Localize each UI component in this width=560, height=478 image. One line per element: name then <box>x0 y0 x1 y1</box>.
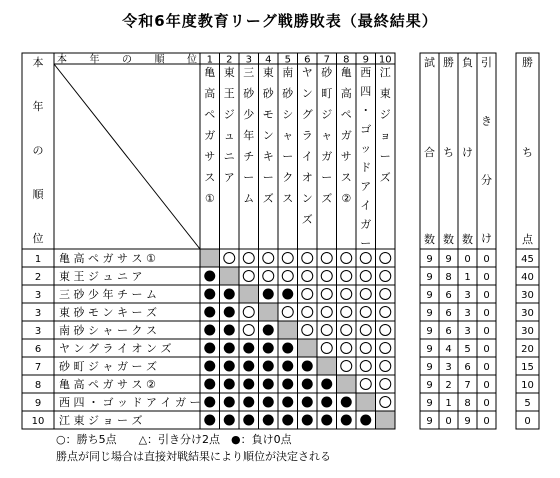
column-team-char: 少 <box>243 108 255 121</box>
points-header-char: ち <box>522 146 533 159</box>
column-team-char: 南 <box>282 66 294 79</box>
row-wins: 6 <box>445 326 452 337</box>
column-team-char: 王 <box>223 87 235 100</box>
loss-mark <box>263 325 274 336</box>
loss-mark <box>204 397 215 408</box>
column-team-char: ジ <box>379 108 391 121</box>
row-games: 9 <box>426 290 433 301</box>
column-number: 9 <box>362 54 369 66</box>
column-team-char: ー <box>282 150 294 163</box>
column-team-char: ャ <box>321 129 333 142</box>
stat-header-char: 合 <box>424 146 435 159</box>
loss-mark <box>204 343 215 354</box>
win-mark <box>302 289 313 300</box>
rank-header-char: の <box>32 144 44 157</box>
column-team-char: ズ <box>301 213 313 226</box>
row-draws: 0 <box>483 290 490 301</box>
column-team-char: ー <box>379 150 391 163</box>
column-team-char: 砂 <box>243 87 255 100</box>
column-team-char: ュ <box>223 129 235 142</box>
column-team-char: ジ <box>321 108 333 121</box>
row-losses: 5 <box>464 344 471 355</box>
win-mark <box>243 253 254 264</box>
win-mark <box>341 343 352 354</box>
points-header-char: 点 <box>522 233 533 246</box>
row-team-name: 砂 町 ジ ャ ガ ー ズ <box>59 360 157 373</box>
column-number: 4 <box>265 54 272 66</box>
column-team-char: サ <box>340 150 352 163</box>
row-points: 30 <box>521 326 534 337</box>
row-games: 9 <box>426 416 433 427</box>
row-wins: 6 <box>445 290 452 301</box>
column-team-char: 砂 <box>262 87 274 100</box>
win-mark <box>263 271 274 282</box>
win-mark <box>341 271 352 282</box>
self-match-cell <box>318 358 337 375</box>
column-team-char: ッ <box>360 142 372 155</box>
column-team-char: ア <box>360 180 372 193</box>
stat-header-char: 分 <box>481 173 492 187</box>
column-team-char: ス <box>340 171 352 184</box>
column-team-char: ド <box>360 161 372 174</box>
column-team-char: イ <box>360 199 372 212</box>
loss-mark <box>360 415 371 426</box>
row-rank: 8 <box>34 380 42 391</box>
win-mark <box>321 253 332 264</box>
row-losses: 7 <box>464 380 471 391</box>
loss-mark <box>282 361 293 372</box>
row-games: 9 <box>426 344 433 355</box>
loss-mark <box>243 343 254 354</box>
stat-header-char: 勝 <box>443 56 454 69</box>
loss-mark <box>224 361 235 372</box>
win-mark <box>321 289 332 300</box>
column-team-char: ガ <box>204 129 216 142</box>
stat-header-char: 数 <box>424 233 435 246</box>
column-team-char: ョ <box>379 129 391 142</box>
loss-mark <box>224 289 235 300</box>
self-match-cell <box>279 322 298 339</box>
win-mark <box>360 379 371 390</box>
row-wins: 8 <box>445 272 452 283</box>
loss-mark <box>204 307 215 318</box>
column-team-char: グ <box>301 108 313 121</box>
row-rank: 9 <box>34 398 42 409</box>
row-points: 20 <box>521 344 534 355</box>
win-mark <box>380 343 391 354</box>
loss-mark <box>224 397 235 408</box>
self-match-cell <box>259 304 278 321</box>
loss-mark <box>204 271 215 282</box>
column-team-char: ズ <box>321 192 333 205</box>
row-wins: 9 <box>445 254 452 265</box>
win-mark <box>360 325 371 336</box>
column-team-char: ジ <box>223 108 235 121</box>
win-mark <box>380 379 391 390</box>
win-mark <box>380 289 391 300</box>
loss-mark <box>204 325 215 336</box>
team-header-char: 順 <box>154 54 165 66</box>
column-team-char: ア <box>223 171 235 184</box>
loss-mark <box>224 415 235 426</box>
row-rank: 1 <box>34 254 42 265</box>
row-losses: 6 <box>464 362 471 373</box>
win-mark <box>380 271 391 282</box>
row-team-name: 西 四 ・ ゴ ッ ド ア イ ガ ー <box>59 396 201 409</box>
stat-header-char: け <box>481 232 492 245</box>
row-losses: 0 <box>464 254 471 265</box>
win-mark <box>341 325 352 336</box>
stat-header-char: け <box>462 146 473 159</box>
win-mark <box>341 361 352 372</box>
row-team-name: 東 砂 モ ン キ ー ズ <box>59 306 157 319</box>
win-mark <box>360 343 371 354</box>
row-points: 45 <box>521 254 534 265</box>
loss-mark <box>302 397 313 408</box>
loss-mark <box>321 379 332 390</box>
points-header-char: 勝 <box>522 56 533 69</box>
column-team-char: 高 <box>340 87 352 100</box>
row-team-name: 三 砂 少 年 チ ー ム <box>59 288 157 301</box>
loss-mark <box>341 397 352 408</box>
loss-mark <box>243 361 254 372</box>
row-wins: 4 <box>445 344 452 355</box>
column-team-char: サ <box>204 150 216 163</box>
win-mark <box>243 307 254 318</box>
column-team-char: キ <box>262 150 274 163</box>
win-mark <box>380 361 391 372</box>
row-wins: 2 <box>445 380 452 391</box>
team-header-char: 年 <box>89 54 100 66</box>
loss-mark <box>282 379 293 390</box>
stat-header-char: 負 <box>462 56 473 69</box>
column-team-char: ン <box>301 87 313 100</box>
column-team-char: 江 <box>379 66 391 79</box>
column-team-char: ガ <box>360 218 372 231</box>
row-rank: 3 <box>34 290 42 301</box>
tiebreak-note: 勝点が同じ場合は直接対戦結果により順位が決定される <box>56 450 331 463</box>
team-header-char: の <box>122 54 132 66</box>
row-draws: 0 <box>483 254 490 265</box>
win-mark <box>321 307 332 318</box>
self-match-cell <box>376 412 395 429</box>
column-team-char: モ <box>262 108 274 121</box>
legend: ○：勝ち5点 △：引き分け2点 ●：負け0点 <box>56 433 292 446</box>
loss-mark <box>341 415 352 426</box>
row-losses: 9 <box>464 416 471 427</box>
self-match-cell <box>337 376 356 393</box>
row-losses: 8 <box>464 398 471 409</box>
win-mark <box>380 253 391 264</box>
row-team-name: 南 砂 シ ャ ー ク ス <box>59 324 157 337</box>
column-team-char: オ <box>301 171 313 184</box>
row-rank: 2 <box>34 272 42 283</box>
column-team-char: ー <box>360 237 372 250</box>
win-mark <box>243 271 254 282</box>
column-number: 8 <box>343 54 350 66</box>
row-team-name: ヤ ン グ ラ イ オ ン ズ <box>59 342 172 355</box>
column-team-char: ガ <box>321 150 333 163</box>
row-games: 9 <box>426 380 433 391</box>
column-team-char: 砂 <box>282 87 294 100</box>
self-match-cell <box>240 286 259 303</box>
row-draws: 0 <box>483 272 490 283</box>
win-mark <box>302 271 313 282</box>
loss-mark <box>282 343 293 354</box>
row-rank: 6 <box>34 344 42 355</box>
team-header-char: 位 <box>187 54 197 66</box>
column-team-char: ズ <box>379 171 391 184</box>
row-rank: 3 <box>34 326 42 337</box>
row-losses: 3 <box>464 326 471 337</box>
win-mark <box>224 253 235 264</box>
loss-mark <box>321 415 332 426</box>
column-team-char: ム <box>243 192 255 205</box>
column-number: 10 <box>378 54 392 66</box>
column-team-char: ズ <box>262 192 274 205</box>
win-mark <box>321 343 332 354</box>
self-match-cell <box>201 250 220 267</box>
row-team-name: 東 王 ジ ュ ニ ア <box>59 270 143 283</box>
column-team-char: チ <box>243 150 255 163</box>
win-mark <box>282 271 293 282</box>
loss-mark <box>263 415 274 426</box>
team-header-char: 本 <box>57 54 67 66</box>
column-team-char: 町 <box>321 87 333 100</box>
column-team-char: ペ <box>204 108 216 121</box>
column-team-char: ヤ <box>301 66 313 79</box>
column-team-char: ゴ <box>360 123 372 136</box>
column-team-char: ガ <box>340 129 352 142</box>
win-mark <box>321 271 332 282</box>
column-team-char: 高 <box>204 87 216 100</box>
win-mark <box>282 307 293 318</box>
column-team-char: 年 <box>243 129 255 142</box>
column-team-char: ① <box>204 192 215 205</box>
win-mark <box>360 271 371 282</box>
column-team-char: ② <box>341 192 352 205</box>
column-team-char: ー <box>262 171 274 184</box>
column-team-char: ス <box>204 171 216 184</box>
rank-header-char: 年 <box>32 100 44 113</box>
row-games: 9 <box>426 272 433 283</box>
row-team-name: 亀 高 ペ ガ サ ス ① <box>59 252 156 265</box>
column-team-char: 砂 <box>321 66 333 79</box>
column-team-char: ー <box>243 171 255 184</box>
column-team-char: ス <box>282 192 294 205</box>
column-team-char: ペ <box>340 108 352 121</box>
row-losses: 1 <box>464 272 471 283</box>
self-match-cell <box>220 268 239 285</box>
row-team-name: 江 東 ジ ョ ー ズ <box>59 414 143 427</box>
loss-mark <box>204 415 215 426</box>
row-points: 10 <box>521 380 534 391</box>
column-number: 7 <box>323 54 330 66</box>
win-mark <box>360 289 371 300</box>
row-wins: 1 <box>445 398 452 409</box>
column-team-char: ニ <box>223 150 235 163</box>
win-mark <box>341 307 352 318</box>
row-draws: 0 <box>483 380 490 391</box>
stat-header-char: 数 <box>443 233 454 246</box>
column-team-char: イ <box>301 150 313 163</box>
loss-mark <box>263 343 274 354</box>
row-wins: 6 <box>445 308 452 319</box>
row-draws: 0 <box>483 398 490 409</box>
loss-mark <box>302 379 313 390</box>
loss-mark <box>282 397 293 408</box>
row-points: 40 <box>521 272 534 283</box>
column-team-char: 東 <box>223 66 235 79</box>
row-losses: 3 <box>464 290 471 301</box>
row-draws: 0 <box>483 344 490 355</box>
page-title: 令和6年度教育リーグ戦勝敗表（最終結果） <box>122 12 438 30</box>
loss-mark <box>224 379 235 390</box>
stat-header-char: ち <box>443 146 454 159</box>
win-mark <box>341 289 352 300</box>
rank-header-char: 位 <box>32 232 44 245</box>
win-mark <box>302 307 313 318</box>
win-mark <box>360 361 371 372</box>
row-games: 9 <box>426 326 433 337</box>
row-wins: 3 <box>445 362 452 373</box>
row-rank: 7 <box>34 362 42 373</box>
loss-mark <box>204 289 215 300</box>
loss-mark <box>302 415 313 426</box>
stat-header-char: き <box>481 114 492 128</box>
header-diagonal <box>54 64 200 249</box>
loss-mark <box>224 343 235 354</box>
column-team-char: ・ <box>360 104 372 117</box>
win-mark <box>380 325 391 336</box>
loss-mark <box>302 361 313 372</box>
win-mark <box>282 253 293 264</box>
row-games: 9 <box>426 254 433 265</box>
row-rank: 10 <box>31 416 45 427</box>
rank-header-char: 順 <box>32 188 44 201</box>
loss-mark <box>204 379 215 390</box>
win-mark <box>302 325 313 336</box>
self-match-cell <box>357 394 376 411</box>
column-number: 1 <box>206 54 213 66</box>
win-mark <box>380 307 391 318</box>
loss-mark <box>282 415 293 426</box>
column-team-char: 四 <box>360 85 372 98</box>
column-team-char: 三 <box>243 66 255 79</box>
loss-mark <box>224 325 235 336</box>
row-losses: 3 <box>464 308 471 319</box>
row-draws: 0 <box>483 326 490 337</box>
win-mark <box>263 253 274 264</box>
win-mark <box>341 253 352 264</box>
loss-mark <box>282 289 293 300</box>
row-draws: 0 <box>483 416 490 427</box>
loss-mark <box>263 397 274 408</box>
loss-mark <box>321 397 332 408</box>
win-mark <box>360 307 371 318</box>
row-rank: 3 <box>34 308 42 319</box>
column-team-char: ン <box>262 129 274 142</box>
column-team-char: 亀 <box>204 66 216 79</box>
loss-mark <box>263 289 274 300</box>
loss-mark <box>204 361 215 372</box>
row-wins: 0 <box>445 416 452 427</box>
loss-mark <box>243 379 254 390</box>
column-number: 6 <box>304 54 311 66</box>
column-team-char: ラ <box>301 129 313 142</box>
loss-mark <box>224 307 235 318</box>
loss-mark <box>263 361 274 372</box>
column-team-char: 東 <box>262 66 274 79</box>
row-points: 0 <box>524 416 531 427</box>
loss-mark <box>243 397 254 408</box>
column-number: 5 <box>284 54 291 66</box>
loss-mark <box>263 379 274 390</box>
loss-mark <box>243 415 254 426</box>
stat-header-char: 数 <box>462 233 473 246</box>
row-points: 30 <box>521 308 534 319</box>
row-draws: 0 <box>483 308 490 319</box>
row-games: 9 <box>426 308 433 319</box>
row-draws: 0 <box>483 362 490 373</box>
row-points: 5 <box>524 398 531 409</box>
row-games: 9 <box>426 362 433 373</box>
column-number: 3 <box>245 54 252 66</box>
win-mark <box>380 397 391 408</box>
row-points: 15 <box>521 362 534 373</box>
stat-header-char: 試 <box>424 56 435 69</box>
win-mark <box>302 253 313 264</box>
column-team-char: シ <box>282 108 294 121</box>
column-team-char: 西 <box>360 66 372 79</box>
win-mark <box>243 325 254 336</box>
column-team-char: ー <box>321 171 333 184</box>
column-team-char: 亀 <box>340 66 352 79</box>
stat-header-char: 引 <box>481 56 492 69</box>
column-team-char: ク <box>282 171 294 184</box>
row-team-name: 亀 高 ペ ガ サ ス ② <box>59 378 156 391</box>
column-team-char: ャ <box>282 129 294 142</box>
row-points: 30 <box>521 290 534 301</box>
column-number: 2 <box>226 54 233 66</box>
column-team-char: 東 <box>379 87 391 100</box>
win-mark <box>360 253 371 264</box>
self-match-cell <box>298 340 317 357</box>
column-team-char: ン <box>301 192 313 205</box>
win-mark <box>321 325 332 336</box>
rank-header-char: 本 <box>32 56 44 69</box>
row-games: 9 <box>426 398 433 409</box>
